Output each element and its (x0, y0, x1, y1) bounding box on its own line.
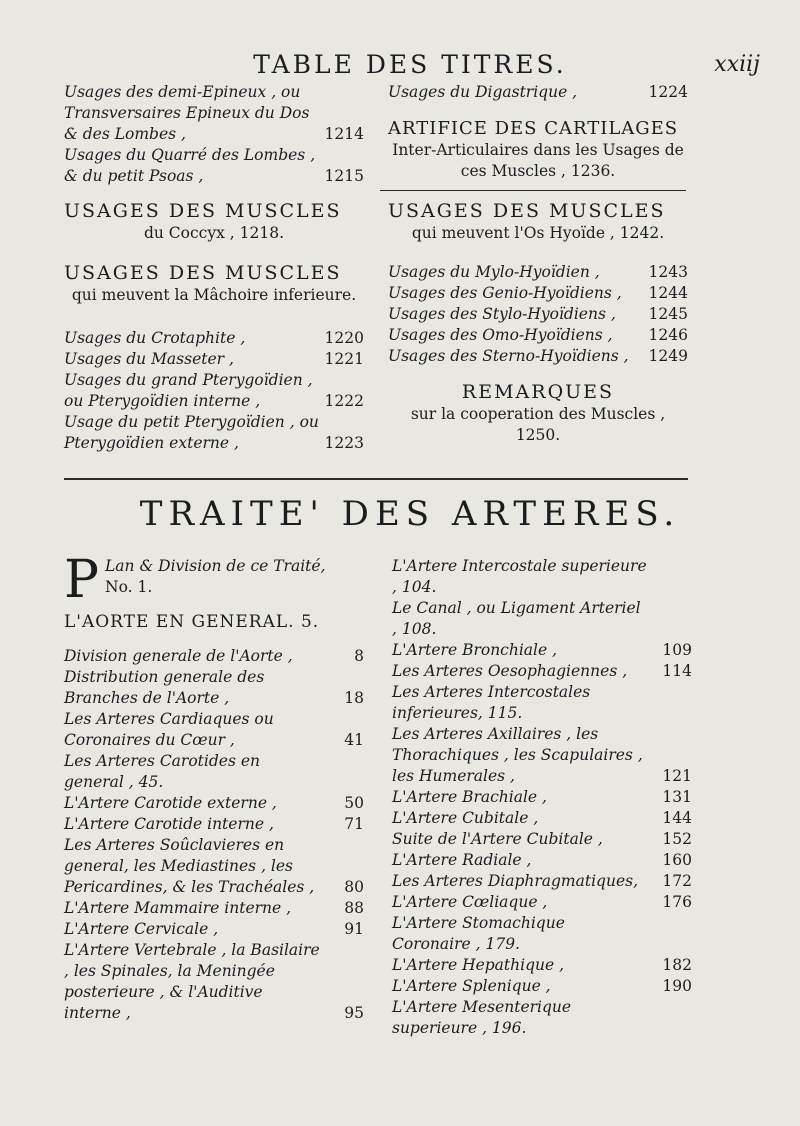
toc-entry: L'Artere Cubitale , 144 (392, 809, 692, 827)
toc-entry: L'Artere Mesenterique superieure , 196. (392, 998, 572, 1037)
toc-entry: Usages du Quarré des Lombes , & du petit Psoas , 1215 (64, 146, 364, 185)
middle-right-column (388, 200, 688, 446)
toc-entry: L'Artere Bronchiale , 109 (392, 641, 692, 659)
treatise-title: TRAITE' DES ARTERES. (139, 494, 681, 534)
toc-entry: L'Artere Carotide interne , 71 (64, 815, 364, 833)
arteres-left-column (64, 550, 364, 1024)
section-title: USAGES DES MUSCLES (388, 200, 666, 222)
section-subtitle: qui meuvent la Mâchoire inferieure. (71, 286, 357, 304)
cartilages-section (388, 117, 688, 182)
plan-entry: P Lan & Division de ce Traité, No. 1. (64, 550, 326, 610)
toc-entry: Le Canal , ou Ligament Arteriel , 108. (392, 599, 641, 638)
toc-entry: L'Artere Vertebrale , la Basilaire , les Spinales, la Meningée posterieure , & l'Auditive interne , 95 (64, 941, 364, 1022)
toc-entry: Usages des demi-Epineux , ou Transversaires Epineux du Dos & des Lombes , 1214 (64, 83, 364, 143)
section-subtitle: sur la cooperation des Muscles , 1250. (410, 405, 666, 444)
toc-entry: L'Artere Intercostale superieure , 104. (392, 557, 647, 596)
toc-entry: L'Artere Cœliaque , 176 (392, 893, 692, 911)
middle-left-column (64, 200, 364, 454)
hyoide-section (388, 200, 688, 244)
page-number: xxiij (714, 52, 760, 77)
divider (64, 478, 688, 480)
toc-entry: L'Artere Stomachique Coronaire , 179. (392, 914, 565, 953)
section-title: ARTIFICE DES CARTILAGES (388, 118, 679, 139)
toc-entry: Division generale de l'Aorte , 8 (64, 647, 364, 665)
toc-entry: L'Artere Splenique , 190 (392, 977, 692, 995)
section-subtitle: Inter-Articulaires dans les Usages de ces Muscles , 1236. (392, 141, 684, 180)
toc-entry: Les Arteres Diaphragmatiques, 172 (392, 872, 692, 890)
aorte-heading: L'AORTE EN GENERAL. 5. (64, 612, 320, 632)
section-title: USAGES DES MUSCLES (64, 200, 342, 222)
toc-entry: Usages du Mylo-Hyoïdien , 1243 (388, 263, 688, 281)
machoire-section (64, 262, 364, 306)
toc-entry: Les Arteres Soûclavieres en general, les Mediastines , les Pericardines, & les Trachéales , 80 (64, 836, 364, 896)
divider (380, 190, 686, 191)
section-subtitle: du Coccyx , 1218. (143, 224, 285, 242)
toc-entry: L'Artere Hepathique , 182 (392, 956, 692, 974)
toc-entry: Les Arteres Intercostales inferieures, 115. (392, 683, 591, 722)
toc-entry: Usages des Sterno-Hyoïdiens , 1249 (388, 347, 688, 365)
toc-entry: Les Arteres Cardiaques ou Coronaires du Cœur , 41 (64, 710, 364, 749)
toc-entry: Les Arteres Oesophagiennes , 114 (392, 662, 692, 680)
toc-entry: Usages des Omo-Hyoïdiens , 1246 (388, 326, 688, 344)
toc-entry: Usages du Digastrique , 1224 (388, 83, 688, 101)
top-left-column (64, 82, 364, 187)
arteres-right-column (392, 556, 692, 1039)
toc-entry: Usages du grand Pterygoïdien , ou Pterygoïdien interne , 1222 (64, 371, 364, 410)
toc-entry: L'Artere Radiale , 160 (392, 851, 692, 869)
toc-entry: Usage du petit Pterygoïdien , ou Pterygoïdien externe , 1223 (64, 413, 364, 452)
toc-entry: Usages du Crotaphite , 1220 (64, 329, 364, 347)
section-title: REMARQUES (461, 381, 615, 403)
toc-entry: Usages du Masseter , 1221 (64, 350, 364, 368)
toc-entry: Distribution generale des Branches de l'Aorte , 18 (64, 668, 364, 707)
running-title: TABLE DES TITRES. (253, 50, 567, 79)
toc-entry: L'Artere Mammaire interne , 88 (64, 899, 364, 917)
section-title: USAGES DES MUSCLES (64, 262, 342, 284)
remarques-section (388, 381, 688, 446)
toc-entry: Les Arteres Axillaires , les Thorachiques , les Scapulaires , les Humerales , 121 (392, 725, 692, 785)
top-right-column (388, 82, 688, 182)
toc-entry: L'Artere Brachiale , 131 (392, 788, 692, 806)
page-header (60, 50, 760, 84)
toc-entry: Les Arteres Carotides en general , 45. (64, 752, 260, 791)
drop-cap: P (64, 550, 99, 610)
toc-entry: L'Artere Cervicale , 91 (64, 920, 364, 938)
section-subtitle: qui meuvent l'Os Hyoïde , 1242. (411, 224, 665, 242)
toc-entry: Usages des Stylo-Hyoïdiens , 1245 (388, 305, 688, 323)
toc-entry: Suite de l'Artere Cubitale , 152 (392, 830, 692, 848)
coccyx-section (64, 200, 364, 244)
toc-entry: L'Artere Carotide externe , 50 (64, 794, 364, 812)
toc-entry: Usages des Genio-Hyoïdiens , 1244 (388, 284, 688, 302)
